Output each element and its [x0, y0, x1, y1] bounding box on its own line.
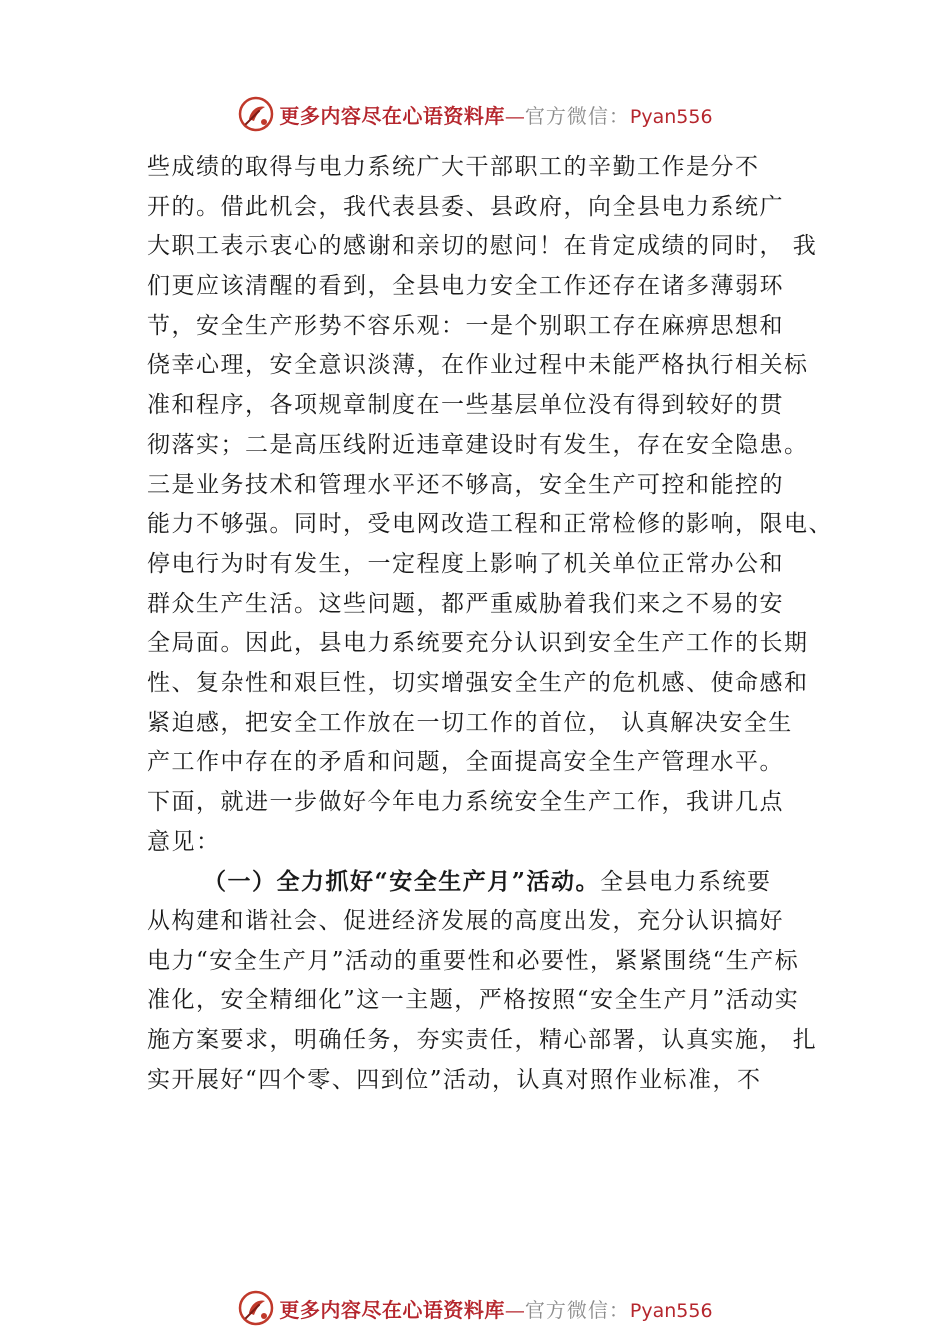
footer-banner [0, 1286, 950, 1330]
body-line: 群众生产生活。这些问题，都严重威胁着我们来之不易的安 [147, 590, 784, 617]
header-wechat-id: Pyan556 [629, 105, 713, 128]
body-line: 准和程序，各项规章制度在一些基层单位没有得到较好的贯 [147, 392, 784, 419]
body-line: 三是业务技术和管理水平还不够高，安全生产可控和能控的 [147, 471, 784, 498]
footer-banner-text [279, 1294, 712, 1323]
body-line: 侥幸心理，安全意识淡薄，在作业过程中未能严格执行相关标 [147, 352, 809, 379]
body-line: 些成绩的取得与电力系统广大干部职工的辛勤工作是分不 [147, 154, 760, 180]
section-line: 施方案要求，明确任务，夯实责任，精心部署，认真实施， 扎 [147, 1027, 818, 1054]
body-line: 能力不够强。同时，受电网改造工程和正常检修的影响，限电、 [147, 511, 833, 538]
body-line: 彻落实；二是高压线附近违章建设时有发生，存在安全隐患。 [147, 431, 809, 458]
section-heading-rest: 全县电力系统要 [599, 869, 772, 896]
footer-red-text: 更多内容尽在心语资料库 [279, 1297, 505, 1322]
pen-logo-icon [237, 95, 275, 133]
footer-wechat-id: Pyan556 [629, 1299, 713, 1322]
pen-logo-icon [237, 1289, 275, 1327]
body-line: 节，安全生产形势不容乐观：一是个别职工存在麻痹思想和 [147, 312, 784, 339]
section-line: 准化，安全精细化”这一主题，严格按照“安全生产月”活动实 [147, 987, 800, 1014]
section-line: 电力“安全生产月”活动的重要性和必要性，紧紧围绕“生产标 [147, 947, 800, 974]
section-line: 从构建和谐社会、促进经济发展的高度出发，充分认识搞好 [147, 908, 784, 935]
header-gray-text: 官方微信： [524, 103, 630, 128]
header-red-text: 更多内容尽在心语资料库 [279, 103, 505, 128]
body-line: 全局面。因此，县电力系统要充分认识到安全生产工作的长期 [147, 630, 809, 657]
body-line: 开的。借此机会，我代表县委、县政府，向全县电力系统广 [147, 193, 784, 220]
section-heading-line [147, 862, 837, 902]
body-line: 下面，就进一步做好今年电力系统安全生产工作，我讲几点 [147, 789, 784, 815]
header-banner-text [279, 100, 712, 129]
footer-dash: — [504, 1297, 525, 1322]
section-heading: （一）全力抓好“安全生产月”活动。 [203, 868, 600, 896]
body-line: 紧迫感，把安全工作放在一切工作的首位， 认真解决安全生 [147, 709, 793, 736]
body-line: 意见： [147, 828, 221, 855]
body-line: 性、复杂性和艰巨性，切实增强安全生产的危机感、使命感和 [147, 669, 809, 696]
body-line: 们更应该清醒的看到，全县电力安全工作还存在诸多薄弱环 [147, 273, 784, 300]
document-body [147, 148, 837, 1101]
body-line: 大职工表示衷心的感谢和亲切的慰问！在肯定成绩的同时， 我 [147, 233, 818, 260]
footer-gray-text: 官方微信： [524, 1297, 630, 1322]
body-line: 停电行为时有发生，一定程度上影响了机关单位正常办公和 [147, 550, 784, 577]
body-line: 产工作中存在的矛盾和问题，全面提高安全生产管理水平。 [147, 749, 784, 776]
header-banner [0, 92, 950, 136]
section-line: 实开展好“四个零、四到位”活动，认真对照作业标准，不 [147, 1066, 762, 1093]
header-dash: — [504, 103, 525, 128]
